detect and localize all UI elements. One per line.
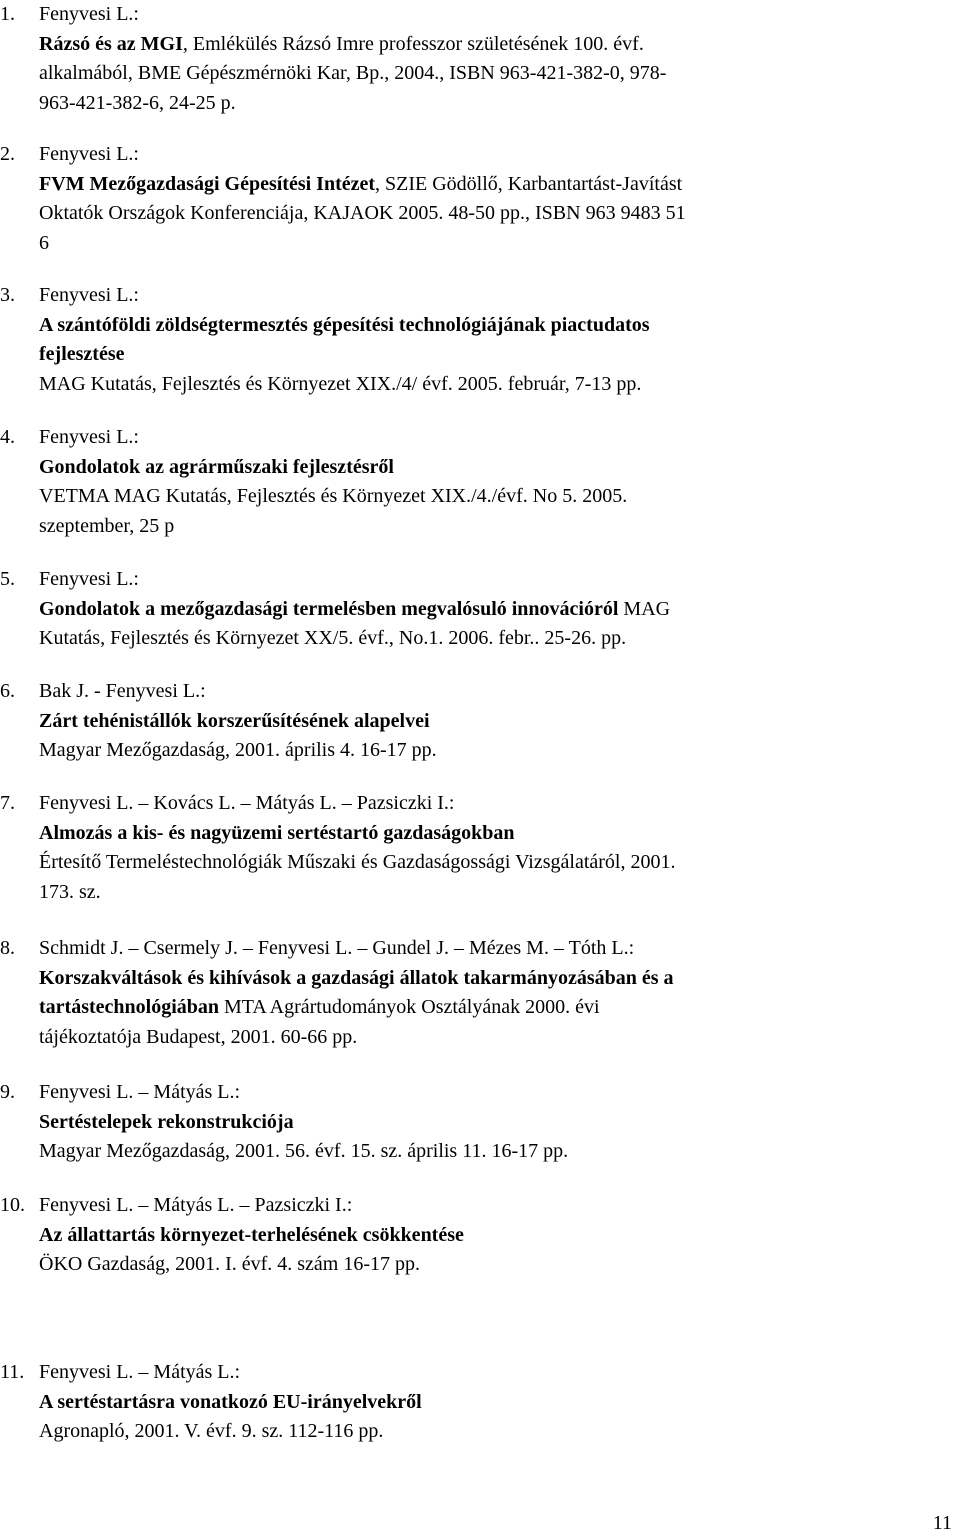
reference-entry [0, 423, 900, 541]
reference-line [39, 1137, 859, 1167]
reference-authors [39, 1358, 859, 1388]
reference-line [39, 59, 859, 89]
reference-line [39, 512, 859, 542]
reference-body [39, 677, 859, 766]
reference-line [39, 311, 859, 341]
text-run: 173. sz. [39, 880, 101, 903]
text-run: Fenyvesi L. – Mátyás L.: [39, 1361, 241, 1383]
text-run: Bak J. - Fenyvesi L.: [39, 680, 206, 702]
reference-number: 10. [0, 1194, 25, 1216]
text-run: Magyar Mezőgazdaság, 2001. április 4. 16-17 pp. [39, 739, 437, 761]
reference-line [39, 370, 859, 400]
reference-title: Zárt tehénistállók korszerűsítésének alapelvei [39, 709, 430, 732]
reference-line [39, 1023, 859, 1053]
reference-line [39, 964, 859, 994]
reference-body [39, 140, 859, 258]
text-run: szeptember, 25 p [39, 514, 175, 537]
reference-title: A sertéstartásra vonatkozó EU-irányelvekről [39, 1390, 422, 1413]
reference-body [39, 1078, 859, 1167]
text-run: ÖKO Gazdaság, 2001. I. évf. 4. szám 16-17 pp. [39, 1253, 421, 1275]
reference-authors [39, 423, 859, 453]
reference-authors [39, 934, 859, 964]
reference-body [39, 1191, 859, 1280]
page-number: 11 [932, 1511, 952, 1534]
reference-line [39, 993, 859, 1023]
reference-number: 1. [0, 3, 15, 25]
text-run: 6 [39, 231, 49, 254]
text-run: Fenyvesi L.: [39, 143, 139, 165]
reference-entry [0, 934, 900, 1052]
reference-number: 7. [0, 792, 15, 814]
reference-authors [39, 1078, 859, 1108]
reference-line [39, 848, 859, 878]
reference-title: FVM Mezőgazdasági Gépesítési Intézet [39, 172, 376, 195]
reference-line [39, 624, 859, 654]
reference-number: 3. [0, 284, 15, 306]
text-run: Oktatók Országok Konferenciája, KAJAOK 2005. 48-50 pp., ISBN 963 9483 51 [39, 202, 686, 224]
reference-entry [0, 565, 900, 654]
text-run: , Emlékülés Rázsó Imre professzor születésének 100. évf. [182, 32, 644, 55]
reference-body [39, 0, 859, 118]
reference-entry [0, 789, 900, 907]
reference-title: Gondolatok az agrárműszaki fejlesztésről [39, 455, 394, 478]
text-run: Schmidt J. – Csermely J. – Fenyvesi L. – Gundel J. – Mézes M. – Tóth L.: [39, 937, 635, 959]
reference-body [39, 934, 859, 1052]
reference-authors [39, 789, 859, 819]
reference-line [39, 30, 859, 60]
reference-entry [0, 0, 900, 118]
reference-entry [0, 1191, 900, 1280]
text-run: Fenyvesi L.: [39, 568, 139, 590]
text-run: Agronapló, 2001. V. évf. 9. sz. 112-116 pp. [39, 1420, 384, 1442]
reference-title: Sertéstelepek rekonstrukciója [39, 1110, 294, 1133]
reference-number: 5. [0, 568, 15, 590]
reference-line [39, 1221, 859, 1251]
text-run: VETMA MAG Kutatás, Fejlesztés és Környezet XIX./4./évf. No 5. 2005. [39, 485, 628, 507]
reference-body [39, 789, 859, 907]
reference-line [39, 340, 859, 370]
reference-title: A szántóföldi zöldségtermesztés gépesítési technológiájának piactudatos [39, 313, 650, 336]
reference-number: 9. [0, 1081, 15, 1103]
reference-body [39, 423, 859, 541]
text-run: Fenyvesi L.: [39, 3, 139, 25]
reference-number: 11. [0, 1361, 25, 1383]
reference-body [39, 281, 859, 399]
reference-title: Rázsó és az MGI [39, 32, 183, 55]
reference-authors [39, 281, 859, 311]
text-run: MTA Agrártudományok Osztályának 2000. évi [219, 996, 600, 1018]
reference-title: tartástechnológiában [39, 996, 219, 1018]
text-run: MAG Kutatás, Fejlesztés és Környezet XIX./4/ évf. 2005. február, 7-13 pp. [39, 372, 642, 395]
reference-line [39, 1250, 859, 1280]
reference-line [39, 819, 859, 849]
reference-body [39, 1358, 859, 1447]
reference-line [39, 1417, 859, 1447]
reference-line [39, 707, 859, 737]
reference-title: Almozás a kis- és nagyüzemi sertéstartó gazdaságokban [39, 821, 515, 844]
reference-line [39, 878, 859, 908]
reference-authors [39, 1191, 859, 1221]
reference-line [39, 595, 859, 625]
reference-line [39, 482, 859, 512]
text-run: Kutatás, Fejlesztés és Környezet XX/5. évf., No.1. 2006. febr.. 25-26. pp. [39, 627, 627, 649]
reference-authors [39, 677, 859, 707]
reference-entry [0, 677, 900, 766]
text-run: 963-421-382-6, 24-25 p. [39, 91, 236, 114]
text-run: Értesítő Termeléstechnológiák Műszaki és Gazdaságossági Vizsgálatáról, 2001. [39, 851, 676, 873]
reference-line [39, 199, 859, 229]
text-run: Fenyvesi L.: [39, 426, 139, 448]
reference-entry [0, 1078, 900, 1167]
text-run: Fenyvesi L.: [39, 284, 139, 306]
reference-entry [0, 140, 900, 258]
reference-line [39, 453, 859, 483]
reference-number: 8. [0, 937, 15, 959]
reference-authors [39, 0, 859, 30]
text-run: MAG [618, 597, 671, 620]
text-run: Fenyvesi L. – Mátyás L. – Pazsiczki I.: [39, 1194, 353, 1216]
reference-title: fejlesztése [39, 343, 125, 365]
reference-line [39, 736, 859, 766]
text-run: tájékoztatója Budapest, 2001. 60-66 pp. [39, 1025, 358, 1048]
text-run: alkalmából, BME Gépészmérnöki Kar, Bp., 2004., ISBN 963-421-382-0, 978- [39, 62, 667, 84]
reference-title: Korszakváltások és kihívások a gazdasági állatok takarmányozásában és a [39, 966, 674, 989]
reference-authors [39, 565, 859, 595]
reference-line [39, 89, 859, 119]
text-run: Magyar Mezőgazdaság, 2001. 56. évf. 15. sz. április 11. 16-17 pp. [39, 1140, 569, 1162]
reference-number: 4. [0, 426, 15, 448]
text-run: Fenyvesi L. – Mátyás L.: [39, 1081, 241, 1103]
reference-title: Gondolatok a mezőgazdasági termelésben megvalósuló innovációról [39, 597, 619, 620]
reference-line [39, 170, 859, 200]
reference-entry [0, 1358, 900, 1447]
reference-number: 2. [0, 143, 15, 165]
text-run: , SZIE Gödöllő, Karbantartást-Javítást [375, 172, 683, 195]
reference-line [39, 1108, 859, 1138]
reference-entry [0, 281, 900, 399]
text-run: Fenyvesi L. – Kovács L. – Mátyás L. – Pazsiczki I.: [39, 792, 455, 814]
reference-authors [39, 140, 859, 170]
reference-title: Az állattartás környezet-terhelésének csökkentése [39, 1223, 464, 1246]
reference-line [39, 229, 859, 259]
reference-number: 6. [0, 680, 15, 702]
reference-body [39, 565, 859, 654]
reference-line [39, 1388, 859, 1418]
